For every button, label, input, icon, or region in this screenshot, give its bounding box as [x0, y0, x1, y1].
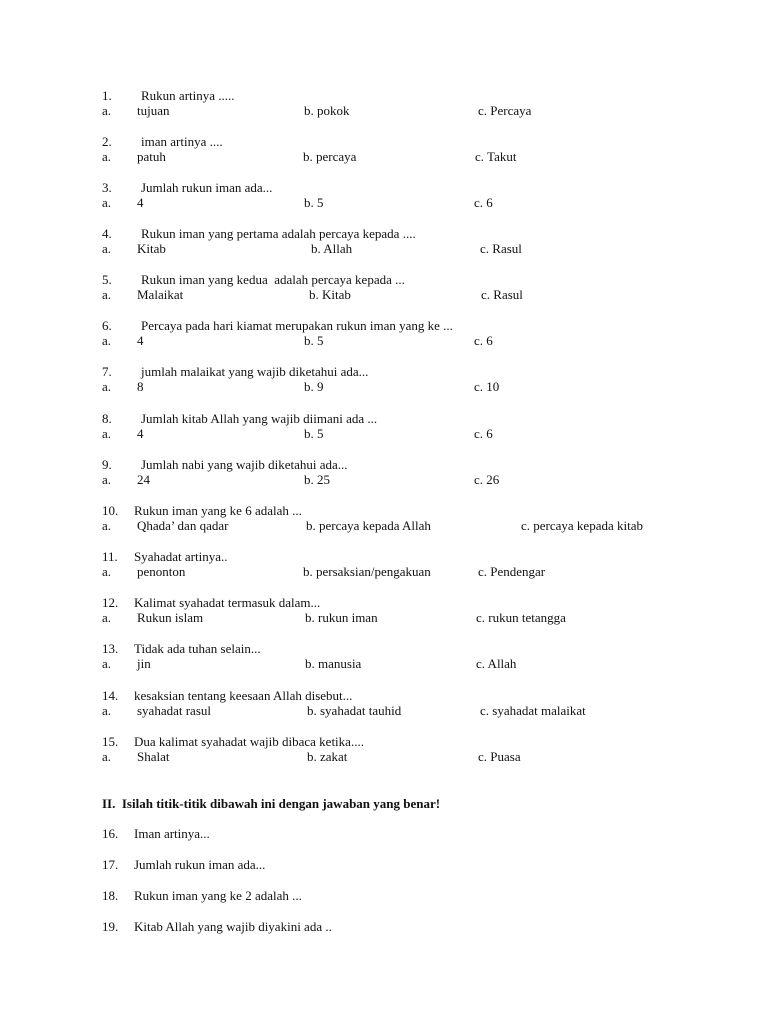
option-b: b. rukun iman — [305, 610, 378, 625]
question-text: jumlah malaikat yang wajib diketahui ada... — [141, 364, 369, 379]
question-number: 17. — [102, 857, 119, 872]
question-12 — [0, 595, 768, 627]
question-3 — [0, 180, 768, 212]
question-13 — [0, 641, 768, 673]
question-text: Jumlah rukun iman ada... — [141, 180, 273, 195]
option-letter: a. — [102, 703, 112, 718]
option-letter: a. — [102, 749, 112, 764]
essay-question-16 — [0, 826, 768, 842]
question-number: 19. — [102, 919, 119, 934]
option-b: b. Allah — [311, 241, 353, 256]
option-c: c. Allah — [476, 656, 517, 671]
question-6 — [0, 318, 768, 350]
question-text: Rukun iman yang ke 2 adalah ... — [134, 888, 302, 903]
option-letter: a. — [102, 610, 112, 625]
question-text: Percaya pada hari kiamat merupakan rukun iman yang ke ... — [141, 318, 453, 333]
option-c: c. rukun tetangga — [476, 610, 566, 625]
option-c: c. Rasul — [480, 241, 522, 256]
option-b: b. zakat — [307, 749, 348, 764]
option-c: c. Pendengar — [478, 564, 546, 579]
question-10 — [0, 503, 768, 535]
question-number: 6. — [102, 318, 112, 333]
question-number: 1. — [102, 88, 112, 103]
question-number: 12. — [102, 595, 119, 610]
question-text: Syahadat artinya.. — [134, 549, 228, 564]
option-a: Malaikat — [137, 287, 184, 302]
question-5 — [0, 272, 768, 304]
question-text: Kalimat syahadat termasuk dalam... — [134, 595, 321, 610]
question-number: 3. — [102, 180, 112, 195]
question-number: 9. — [102, 457, 112, 472]
question-text: Tidak ada tuhan selain... — [134, 641, 261, 656]
question-text: kesaksian tentang keesaan Allah disebut... — [134, 688, 353, 703]
option-c: c. 26 — [474, 472, 500, 487]
option-b: b. pokok — [304, 103, 350, 118]
question-11 — [0, 549, 768, 581]
option-c: c. syahadat malaikat — [480, 703, 586, 718]
question-text: Kitab Allah yang wajib diyakini ada .. — [134, 919, 332, 934]
option-letter: a. — [102, 426, 112, 441]
section-two-heading: II. Isilah titik-titik dibawah ini dengan jawaban yang benar! — [102, 796, 441, 811]
option-a: Shalat — [137, 749, 170, 764]
essay-question-18 — [0, 888, 768, 904]
option-b: b. 9 — [304, 379, 324, 394]
option-a: 8 — [137, 379, 144, 394]
question-4 — [0, 226, 768, 258]
option-a: 4 — [137, 426, 144, 441]
option-letter: a. — [102, 195, 112, 210]
option-c: c. Rasul — [481, 287, 523, 302]
option-a: Kitab — [137, 241, 166, 256]
option-a: penonton — [137, 564, 186, 579]
question-number: 11. — [102, 549, 118, 564]
option-b: b. 25 — [304, 472, 330, 487]
option-letter: a. — [102, 564, 112, 579]
option-b: b. Kitab — [309, 287, 351, 302]
option-letter: a. — [102, 333, 112, 348]
question-number: 13. — [102, 641, 119, 656]
question-number: 5. — [102, 272, 112, 287]
question-number: 15. — [102, 734, 119, 749]
question-text: Iman artinya... — [134, 826, 210, 841]
option-b: b. manusia — [305, 656, 362, 671]
essay-question-19 — [0, 919, 768, 935]
question-text: iman artinya .... — [141, 134, 223, 149]
question-number: 7. — [102, 364, 112, 379]
question-number: 4. — [102, 226, 112, 241]
question-text: Rukun artinya ..... — [141, 88, 235, 103]
option-letter: a. — [102, 287, 112, 302]
option-a: patuh — [137, 149, 166, 164]
option-a: 4 — [137, 333, 144, 348]
question-text: Jumlah rukun iman ada... — [134, 857, 266, 872]
option-b: b. percaya kepada Allah — [306, 518, 431, 533]
option-b: b. syahadat tauhid — [307, 703, 402, 718]
question-text: Dua kalimat syahadat wajib dibaca ketika.... — [134, 734, 364, 749]
option-letter: a. — [102, 656, 112, 671]
question-7 — [0, 364, 768, 396]
option-letter: a. — [102, 103, 112, 118]
question-text: Rukun iman yang kedua adalah percaya kepada ... — [141, 272, 405, 287]
question-number: 2. — [102, 134, 112, 149]
option-a: Rukun islam — [137, 610, 204, 625]
question-9 — [0, 457, 768, 489]
option-b: b. 5 — [304, 333, 324, 348]
question-number: 8. — [102, 411, 112, 426]
question-text: Rukun iman yang pertama adalah percaya kepada .... — [141, 226, 416, 241]
question-text: Jumlah nabi yang wajib diketahui ada... — [141, 457, 348, 472]
option-a: 24 — [137, 472, 150, 487]
question-14 — [0, 688, 768, 720]
question-text: Jumlah kitab Allah yang wajib diimani ada ... — [141, 411, 378, 426]
question-15 — [0, 734, 768, 766]
question-2 — [0, 134, 768, 166]
option-a: jin — [137, 656, 151, 671]
option-letter: a. — [102, 472, 112, 487]
option-c: c. 6 — [474, 426, 493, 441]
option-c: c. Takut — [475, 149, 517, 164]
question-8 — [0, 411, 768, 443]
option-letter: a. — [102, 379, 112, 394]
question-number: 16. — [102, 826, 119, 841]
option-b: b. 5 — [304, 426, 324, 441]
option-c: c. 10 — [474, 379, 500, 394]
question-number: 10. — [102, 503, 119, 518]
option-c: c. percaya kepada kitab — [521, 518, 643, 533]
option-b: b. persaksian/pengakuan — [303, 564, 431, 579]
question-text: Rukun iman yang ke 6 adalah ... — [134, 503, 302, 518]
option-a: tujuan — [137, 103, 170, 118]
option-letter: a. — [102, 518, 112, 533]
option-letter: a. — [102, 241, 112, 256]
option-a: 4 — [137, 195, 144, 210]
question-1 — [0, 88, 768, 120]
question-number: 18. — [102, 888, 119, 903]
option-a: Qhada’ dan qadar — [137, 518, 229, 533]
option-letter: a. — [102, 149, 112, 164]
option-b: b. percaya — [303, 149, 357, 164]
option-c: c. Puasa — [478, 749, 521, 764]
option-b: b. 5 — [304, 195, 324, 210]
option-a: syahadat rasul — [137, 703, 212, 718]
essay-question-17 — [0, 857, 768, 873]
question-number: 14. — [102, 688, 119, 703]
option-c: c. 6 — [474, 333, 493, 348]
option-c: c. Percaya — [478, 103, 532, 118]
option-c: c. 6 — [474, 195, 493, 210]
